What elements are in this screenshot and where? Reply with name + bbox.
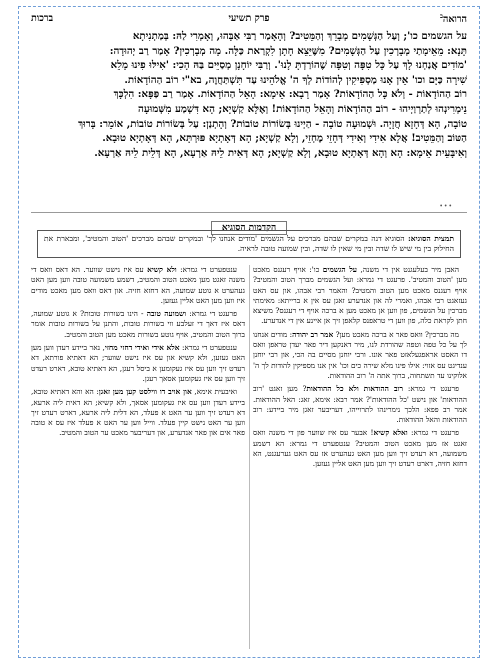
commentary-column-left	[31, 265, 245, 649]
gemara-line: וְאִיבָּעֵית אֵימָא: הָא וְהָא דְּאָתְיָא טוּבָא, וְלָא קַשְׁיָא; הָא דְּאִית לֵיהּ אַרְעָא, הָא דְּלֵית לֵיהּ אַרְעָא.	[94, 146, 467, 159]
gemara-line: שִׁירָה כַּיָּם וכו' אֵין אָנוּ מַסְפִּיקִין לְהוֹדוֹת לְךָ ה' אֱלֹהֵינוּ עַד תִּשְׁתַּחֲוֶה, בא"י רוֹב הַהוֹדָאוֹת.	[124, 73, 467, 86]
header-chapter-name: הרואה$^ב$	[439, 13, 467, 26]
section-end-mark: •••	[439, 203, 453, 210]
section-divider	[31, 212, 467, 213]
gemara-line: 'מוֹדִים אֲנַחְנוּ לָךְ עַל כָּל טִפָּה וְטִפָּה שֶׁהוֹרַדְתָּ לָנוּ'. וְרַבִּי יוֹחָנָן מְסַיֵּים בַּהּ הָכִי: 'אִילּוּ פִינוּ מָלֵא	[110, 59, 467, 72]
talmud-page	[18, 6, 480, 658]
commentary-paragraph: פרעגט די גמרא: ואלא קשיא! אבער עס איז שווער פון די משנה וואס זאגט אז מען מאכט הטוב והמטיב? ענטפערט די גמרא: הא דשמע משמועה, דא רעדט זיך ווען מען האט געהערט אז עס האט גערעגנט, הא דחזא חזיה, דארט רעדט זיך ווען מען האט אליין געזען.	[253, 428, 467, 469]
page-header	[31, 13, 467, 27]
commentary-paragraph: ענטפערט די גמרא: אלא אידי ואידי דחזי מחזי, נאר ביידע רעדן ווען מען האט געזען, ולא קשיא און עס איז נישט שווער; הא דאתיא פורתא, דא רעדט זיך ווען עס איז געקומען א ביסל רעגן, הא דאתיא טובא, דארט רעדט זיך ווען עס איז געקומען אסאך רעגן.	[31, 343, 245, 383]
gemara-line: רוֹב הַהוֹדָאוֹת - וְלֹא כָּל הַהוֹדָאוֹת? אָמַר רָבָא: אֵימָא: הָאֵל הַהוֹדָאוֹת. אָמַר רַב פַּפָּא: הִלְכָּךְ	[113, 88, 467, 101]
gemara-line: על הגשמים כו'; וְעַל הַגְּשָׁמִים מְבָרֵךְ וְהַמֵּטִיב? וְהָאָמַר רַבִּי אַבָּהוּ, וְאָמְרִי לַהּ: בְּמַתְנִיתָא	[132, 30, 467, 42]
gemara-line: תָּנָא: מֵאֵימָתַי מְבָרְכִין עַל הַגְּשָׁמִים? מִשֶּׁיֵּצֵא חָתָן לִקְרַאת כַּלָּה. מָה מְבָרְכִין? אָמַר רַב יְהוּדָה:	[109, 44, 467, 57]
gemara-line: נֵימְרִינְהוּ לְתַרְוַיְיהוּ - רוֹב הַהוֹדָאוֹת וְהָאֵל הַהוֹדָאוֹת! וְאֶלָּא קַשְׁיָא; הָא דִּשְׁמַע מִשְּׁמוּעָה	[138, 102, 467, 115]
intro-text: הסוגיא דנה במקרים שבהם מברכים על הגשמים 'מודים אנחנו לך' ובמקרים שבהם מברכים 'הטוב והמטיב', ומבארת את החילוק בין מי שיש לו שדה ובין מי שאין לו שדה, ובין שמועה טובה לראיה.	[44, 234, 454, 253]
commentary-paragraph: ענטפערט די גמרא: ולא קשיא עס איז נישט שווער. הא דאס וואס די משנה זאגט מען מאכט הטוב והמטיב, דשמע משמועה טובה ווען מען האט געהערט א גוטע שמועה, הא דחזא חזיה. און דאס וואס מען מאכט מודים איז ווען מען האט אליין געזען.	[31, 265, 245, 305]
commentary-paragraph: פרעגט די גמרא: ושמועה טובה - הינו בשורות טובות? א גוטע שמועה, דאס איז דאך די זעלבע ווי בשורות טובות, והתנן על בשורות טובות אומר ברוך הטוב והמטיב, אויף גוטע בשורות מאכט מען הטוב והמטיב.	[31, 309, 245, 339]
commentary-columns	[31, 265, 467, 649]
commentary-paragraph: האבן מיר בעלעגנט אין די משנה, על הגשמים כו': אויף רעגנס מאכט מען 'הטוב והמטיב'. פרעגט די גמרא: ועל הגשמים מברך הטוב והמטיב? אויף רעגנס מאכט מען הטוב והמטיב? והאמר רבי אבהו, און עס האט געזאגט רבי אבהו, ואמרי לה און אנדערע זאגן עס אין א ברייתא: מאימתי מברכין על הגשמים, פון ווען אן מאכט מען א ברכה אויף די רעגנס? משיצא חתן לקראת כלה, פון ווען די טראפנס קלאפן זיך אן איינע אין די אנדערע.	[253, 265, 467, 326]
page-mark: ב	[439, 13, 443, 20]
gemara-line: הַטּוֹב וְהַמֵּטִיב! אֲלָא אִידִי וְאִידִי דְּחָזֵי מֶחְזֵי, וְלָא קַשְׁיָא; הָא דְּאָתְיָא פּוּרְתָּא, הָא דְּאָתְיָא טוּבָא.	[102, 132, 467, 145]
column-divider	[249, 265, 250, 649]
gemara-text	[31, 29, 467, 160]
gemara-line: טוֹבָה, הָא דְּחָזָא חֲזָיָה. וּשְׁמוּעָה טוֹבָה - הַיְינוּ בְּשׂוֹרוֹת טוֹבוֹת? וְהָתְנַן: עַל בְּשׂוֹרוֹת טוֹבוֹת, אוֹמֵר: בָּרוּךְ	[78, 117, 467, 130]
intro-box	[37, 230, 461, 258]
commentary-paragraph: ואיבעית אימא, און אויב דו ווילסט קען מען זאגן: הא והא דאתיא טובא, ביידע רעדן ווען עס איז געקומען אסאך, ולא קשיא; הא דאית ליה ארעא, דא רעדט זיך ווען ער האט א פעלד, הא דלית ליה ארעא, דארט רעדט זיך ווען ער האט נישט קיין פעלד. ווייל ווען ער האט א פעלד איז עס א טובה פאר אים און פאר אנדערע, און דעריבער מאכט ער הטוב והמטיב.	[31, 387, 245, 438]
commentary-column-right	[253, 265, 467, 649]
header-tractate: ברכות	[31, 13, 54, 24]
commentary-paragraph: מה מברכין? וואס פאר א ברכה מאכט מען? אמר רב יהודה: מודים אנחנו לך על כל טפה וטפה שהורדת לנו, מיר דאנקען דיר פאר יעדן טראפן וואס דו האסט אראפגעלאזט פאר אונז. ורבי יוחנן מסיים בה הכי, און רבי יוחנן ענדיגט עס אזוי: אילו פינו מלא שירה כים וכו' אין אנו מספיקין להודות לך ה' אלוקינו עד תשתחוה, ברוך אתה ה' רוב ההודאות.	[253, 329, 467, 380]
header-chapter: פרק תשיעי	[228, 13, 270, 24]
intro-title: הקדמות הסוגיא	[211, 221, 287, 235]
commentary-paragraph: פרעגט די גמרא: רוב ההודאות ולא כל ההודאות? מען זאגט 'רוב ההודאות' און נישט 'כל ההודאות'? אמר רבא: אימא, זאג: האל ההודאות. אמר רב פפא: הלכך נימרינהו לתרוייהו, דעריבער זאגן מיר ביידע: רוב ההודאות והאל ההודאות.	[253, 384, 467, 425]
intro-label: תמצית הסוגיא:	[407, 234, 455, 243]
